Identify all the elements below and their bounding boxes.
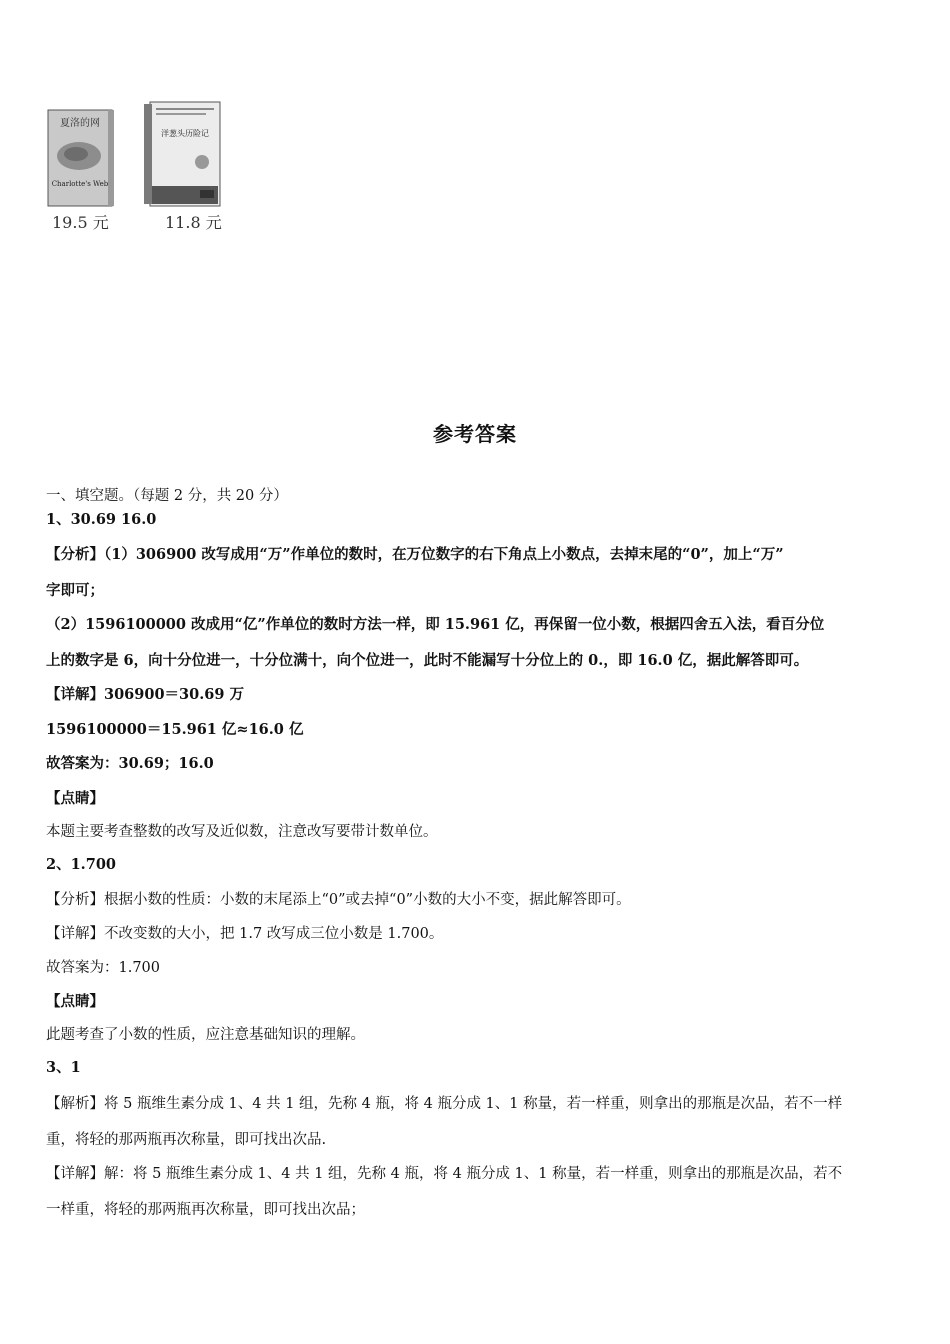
question-1-comment: 本题主要考查整数的改写及近似数，注意改写要带计数单位。 [46, 824, 438, 840]
question-2-detail: 【详解】不改变数的大小，把 1.7 改写成三位小数是 1.700。 [46, 926, 444, 942]
page-title: 参考答案 [433, 422, 517, 446]
question-1-detail: 【详解】306900＝30.69 万 [46, 686, 244, 703]
question-1-answer: 故答案为：30.69；16.0 [46, 755, 214, 772]
book-cover-title: 洋葱头历险记 [161, 129, 209, 138]
question-2-comment-label: 【点睛】 [46, 993, 104, 1010]
question-3-analysis: 【解析】将 5 瓶维生素分成 1、4 共 1 组，先称 4 瓶，将 4 瓶分成 1、1 称量，若一样重，则拿出的那瓶是次品，若不一样 [46, 1096, 843, 1112]
question-3-header: 3、1 [46, 1059, 81, 1076]
question-1-header: 1、30.69 16.0 [46, 511, 157, 528]
question-2-comment: 此题考查了小数的性质，应注意基础知识的理解。 [46, 1027, 365, 1043]
question-3-analysis: 重，将轻的那两瓶再次称量，即可找出次品. [46, 1132, 327, 1148]
book-cover-subtitle: Charlotte's Web [51, 180, 109, 188]
book-cover-onion-adventure [142, 100, 224, 208]
book-cover-charlottes-web [46, 108, 116, 208]
section-heading: 一、填空题。（每题 2 分，共 20 分） [46, 488, 288, 504]
question-1-detail: 1596100000＝15.961 亿≈16.0 亿 [46, 721, 304, 738]
question-1-analysis: 上的数字是 6，向十分位进一，十分位满十，向个位进一，此时不能漏写十分位上的 0.，即 16.0 亿，据此解答即可。 [46, 652, 809, 669]
question-2-analysis: 【分析】根据小数的性质：小数的末尾添上“0”或去掉“0”小数的大小不变，据此解答即可。 [46, 892, 631, 908]
book-cover-title: 夏洛的网 [60, 118, 100, 129]
question-1-analysis: （2）1596100000 改成用“亿”作单位的数时方法一样，即 15.961 亿，再保留一位小数，根据四舍五入法，看百分位 [46, 616, 825, 633]
question-1-analysis: 字即可； [46, 582, 104, 599]
question-3-detail: 【详解】解：将 5 瓶维生素分成 1、4 共 1 组，先称 4 瓶，将 4 瓶分成 1、1 称量，若一样重，则拿出的那瓶是次品，若不 [46, 1166, 843, 1182]
question-2-answer: 故答案为：1.700 [46, 960, 161, 976]
book-price: 19.5 元 [52, 213, 109, 232]
book-price: 11.8 元 [165, 213, 222, 232]
question-1-analysis: 【分析】（1）306900 改写成用“万”作单位的数时，在万位数字的右下角点上小数点，去掉末尾的“0”，加上“万” [46, 546, 784, 563]
question-3-detail: 一样重，将轻的那两瓶再次称量，即可找出次品； [46, 1202, 365, 1218]
question-2-header: 2、1.700 [46, 856, 116, 873]
question-1-comment-label: 【点睛】 [46, 790, 104, 807]
